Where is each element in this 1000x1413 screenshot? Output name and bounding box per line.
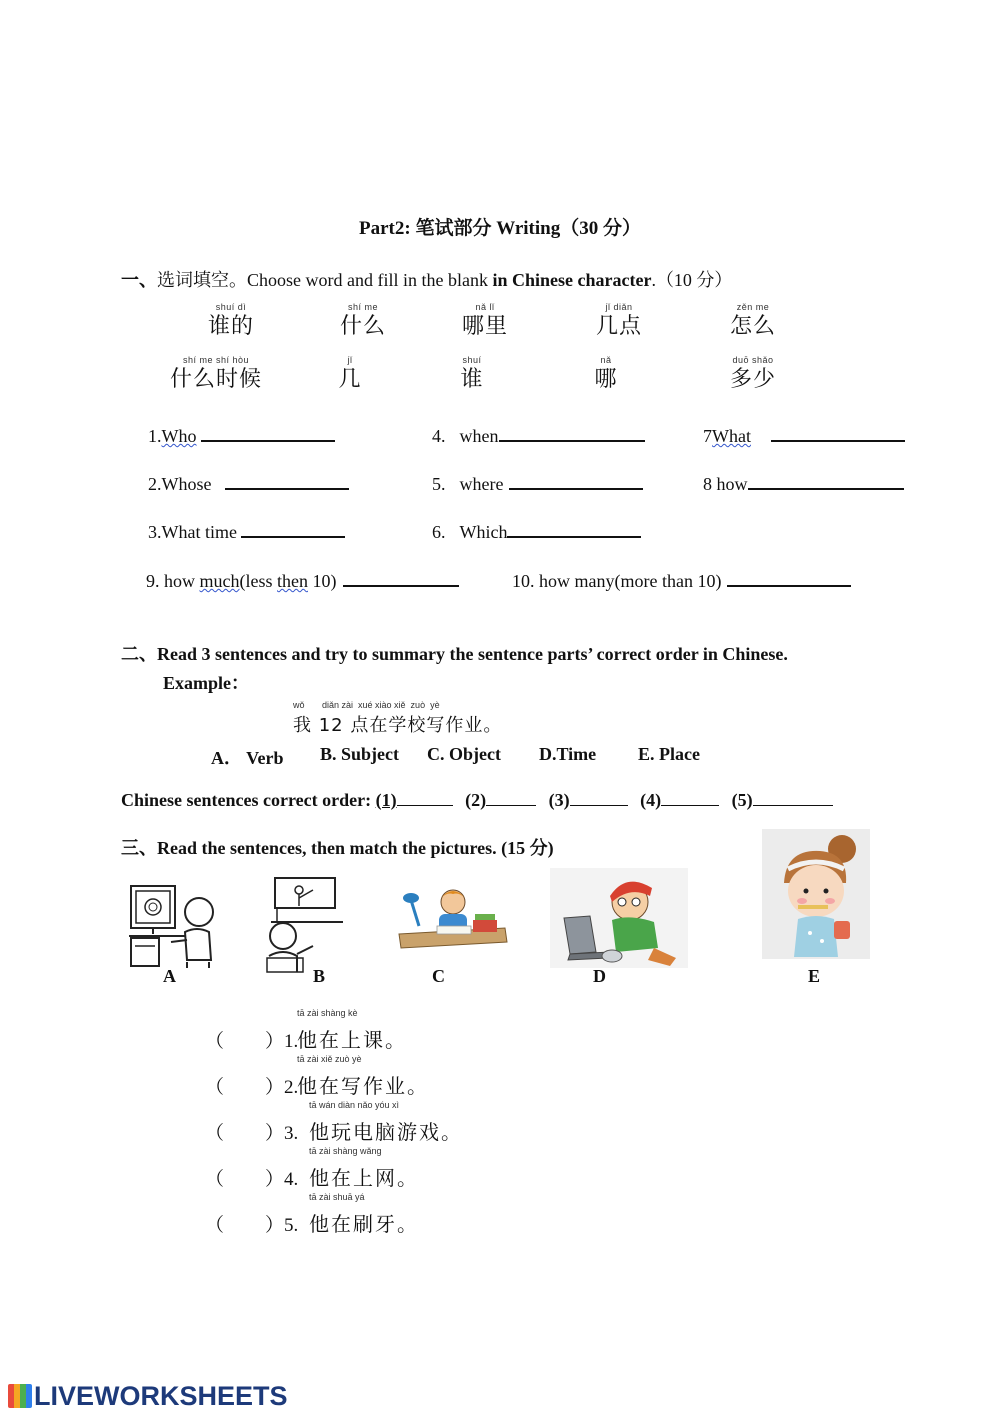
section1-prefix: 选词填空。Choose word and fill in the blank [157, 270, 493, 290]
option-a: A． Verb [211, 748, 284, 768]
liveworksheets-logo[interactable]: LIVEWORKSHEETS [8, 1381, 288, 1412]
picture-c-homework [393, 876, 511, 956]
section1-bold: in Chinese character [492, 270, 652, 290]
picture-e-brushing-teeth [762, 829, 870, 959]
question-2: 2.Whose [148, 470, 349, 495]
option-e: E. Place [638, 744, 700, 764]
match-answer-4[interactable]: （ [205, 1169, 225, 1190]
picture-label-c: C [432, 966, 445, 986]
answer-blank-10[interactable] [727, 567, 851, 587]
question-5: 5. where [432, 470, 643, 495]
answer-blank-7[interactable] [771, 422, 905, 442]
match-row-2: （ ）2. tā zài xiě zuò yè 他在写作业。 [205, 1054, 429, 1098]
order-blank-5[interactable] [753, 789, 833, 806]
logo-blocks-icon [8, 1384, 32, 1408]
question-9: 9. how much(less then 10) [146, 567, 459, 592]
section2-heading: 二、Read 3 sentences and try to summary the sentence parts’ correct order in Chinese. [121, 644, 788, 664]
word-bank-item: jǐ diǎn 几点 [595, 302, 642, 339]
answer-blank-2[interactable] [225, 470, 349, 490]
word-bank-item: duō shǎo 多少 [729, 355, 776, 392]
word-bank-item: jǐ 几 [338, 355, 362, 392]
word-bank-item: zěn me 怎么 [729, 302, 776, 339]
picture-label-a: A [163, 966, 176, 986]
order-blank-2[interactable] [486, 789, 536, 806]
picture-d-laptop-game [550, 868, 688, 968]
match-row-3: （ ）3. tā wán diàn nǎo yóu xì 他玩电脑游戏。 [205, 1100, 463, 1144]
answer-blank-9[interactable] [343, 567, 459, 587]
word-bank-item: nǎ 哪 [594, 355, 618, 392]
question-8: 8 how [703, 470, 904, 495]
section1-marker: 一、 [121, 270, 157, 290]
picture-label-b: B [313, 966, 326, 986]
option-c: C. Object [427, 744, 501, 764]
example-sentence: wǒ diǎn zài xué xiào xiě zuò yè 我 12 点在学校写作业。 [293, 700, 503, 736]
example-label: Example： [163, 673, 250, 693]
answer-blank-5[interactable] [509, 470, 643, 490]
question-10: 10. how many(more than 10) [512, 567, 851, 592]
answer-blank-3[interactable] [241, 518, 345, 538]
option-d: D.Time [539, 744, 597, 764]
word-bank-item: shuí 谁 [460, 355, 484, 392]
word-bank-item: shí me shí hòu 什么时候 [169, 355, 262, 392]
picture-a-computer-user [125, 880, 220, 970]
picture-label-e: E [808, 966, 821, 986]
section1-heading [121, 266, 732, 292]
picture-b-classroom [255, 876, 350, 976]
order-blank-1[interactable] [397, 789, 453, 806]
match-answer-5[interactable]: （ [205, 1215, 225, 1236]
page-title: Part2: 笔试部分 Writing（30 分） [359, 218, 641, 239]
picture-label-d: D [593, 966, 606, 986]
match-row-1: （ ）1. tā zài shàng kè 他在上课。 [205, 1008, 407, 1052]
match-answer-1[interactable]: （ [205, 1031, 225, 1052]
word-bank-item: shí me 什么 [339, 302, 386, 339]
match-answer-3[interactable]: （ [205, 1123, 225, 1144]
question-1: 1.Who [148, 422, 335, 447]
section3-heading: 三、Read the sentences, then match the pictures. (15 分) [121, 838, 554, 858]
answer-blank-6[interactable] [507, 518, 641, 538]
answer-blank-8[interactable] [748, 470, 904, 490]
order-line: Chinese sentences correct order: (1) (2) (3) (4) (5) [121, 789, 833, 811]
question-6: 6. Which [432, 518, 641, 543]
question-4: 4. when [432, 422, 645, 447]
section1-suffix: .（10 分） [651, 270, 733, 290]
word-bank-item: nǎ lǐ 哪里 [461, 302, 508, 339]
option-b: B. Subject [320, 744, 400, 764]
answer-blank-4[interactable] [499, 422, 645, 442]
order-blank-3[interactable] [570, 789, 628, 806]
match-answer-2[interactable]: （ [205, 1077, 225, 1098]
order-blank-4[interactable] [661, 789, 719, 806]
word-bank-item: shuí dì 谁的 [207, 302, 254, 339]
question-7: 7What [703, 422, 905, 447]
answer-blank-1[interactable] [201, 422, 335, 442]
match-row-5: （ ）5. tā zài shuā yá 他在刷牙。 [205, 1192, 419, 1236]
match-row-4: （ ）4. tā zài shàng wǎng 他在上网。 [205, 1146, 419, 1190]
question-3: 3.What time [148, 518, 345, 543]
